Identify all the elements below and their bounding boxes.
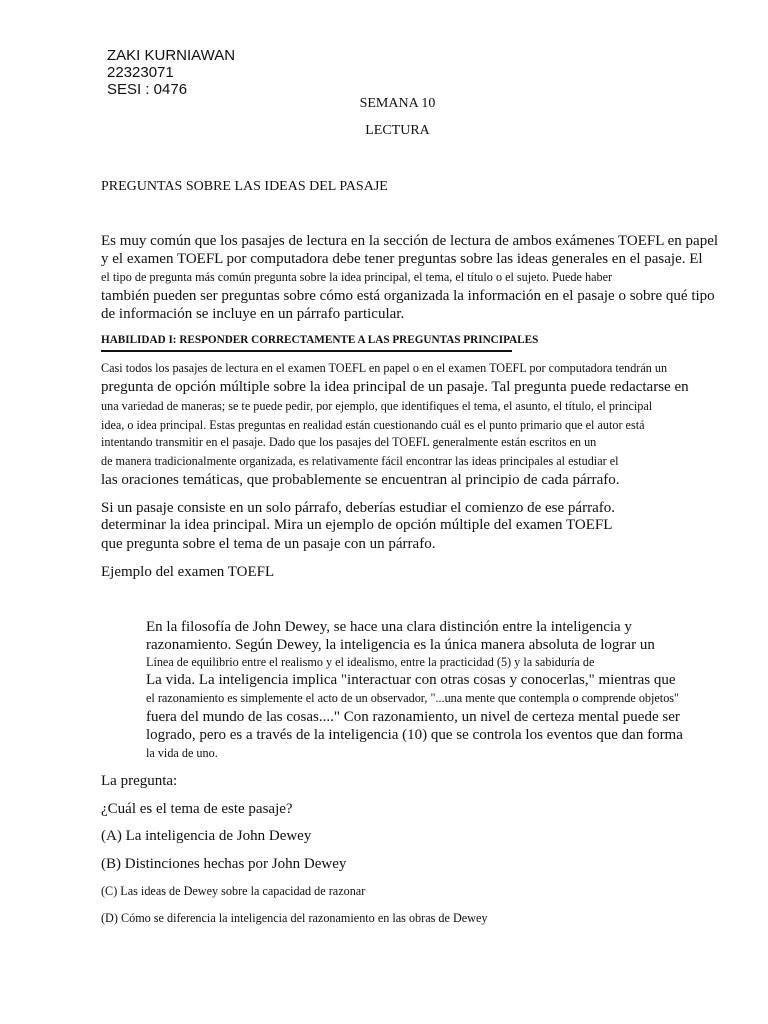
text-line: intentando transmitir en el pasaje. Dado que los pasajes del TOEFL generalmente están escritos en un	[101, 435, 597, 449]
text-line: En la filosofía de John Dewey, se hace una clara distinción entre la inteligencia y	[146, 619, 632, 635]
text-line: Es muy común que los pasajes de lectura en la sección de lectura de ambos exámenes TOEFL en papel	[101, 233, 719, 249]
text-line: que pregunta sobre el tema de un pasaje con un párrafo.	[101, 536, 436, 552]
text-line: pregunta de opción múltiple sobre la idea principal de un pasaje. Tal pregunta puede redactarse en	[101, 379, 689, 395]
topic-title: LECTURA	[365, 123, 430, 138]
skill-heading: HABILIDAD I: RESPONDER CORRECTAMENTE A LAS PREGUNTAS PRINCIPALES	[101, 334, 539, 346]
text-line: logrado, pero es a través de la inteligencia (10) que se controla los eventos que dan forma	[146, 727, 683, 743]
text-line: y el examen TOEFL por computadora debe tener preguntas sobre las ideas generales en el pasaje. El	[101, 251, 703, 267]
option-d: (D) Cómo se diferencia la inteligencia del razonamiento en las obras de Dewey	[101, 911, 488, 925]
text-line: también pueden ser preguntas sobre cómo está organizada la información en el pasaje o sobre qué tipo	[101, 288, 715, 304]
student-id: 22323071	[107, 64, 174, 81]
text-line: Casi todos los pasajes de lectura en el examen TOEFL en papel o en el examen TOEFL por computadora tendrán un	[101, 361, 668, 375]
text-line: determinar la idea principal. Mira un ejemplo de opción múltiple del examen TOEFL	[101, 517, 613, 533]
option-b: (B) Distinciones hechas por John Dewey	[101, 856, 347, 872]
text-line: La vida. La inteligencia implica "interactuar con otras cosas y conocerlas," mientras que	[146, 672, 676, 688]
question-label: La pregunta:	[101, 773, 178, 789]
text-line: de información se incluye en un párrafo particular.	[101, 306, 405, 322]
option-a: (A) La inteligencia de John Dewey	[101, 828, 312, 844]
text-line: las oraciones temáticas, que probablemente se encuentran al principio de cada párrafo.	[101, 472, 620, 488]
heading-underline	[101, 350, 512, 352]
text-line: el razonamiento es simplemente el acto de un observador, "...una mente que contempla o comprende objetos"	[146, 691, 680, 705]
text-line: la vida de uno.	[146, 746, 218, 760]
option-c: (C) Las ideas de Dewey sobre la capacidad de razonar	[101, 884, 366, 898]
text-line: idea, o idea principal. Estas preguntas en realidad están cuestionando cuál es el punto primario que el autor está	[101, 418, 645, 432]
text-line: fuera del mundo de las cosas...." Con razonamiento, un nivel de certeza mental puede ser	[146, 709, 680, 725]
text-line: una variedad de maneras; se te puede pedir, por ejemplo, que identifiques el tema, el asunto, el título, el principal	[101, 399, 653, 413]
text-line: de manera tradicionalmente organizada, es relativamente fácil encontrar las ideas principales al estudiar el	[101, 454, 619, 468]
session: SESI : 0476	[107, 81, 188, 98]
section-title: PREGUNTAS SOBRE LAS IDEAS DEL PASAJE	[101, 179, 388, 194]
text-line: Si un pasaje consiste en un solo párrafo, deberías estudiar el comienzo de ese párrafo.	[101, 500, 615, 516]
student-name: ZAKI KURNIAWAN	[107, 47, 236, 64]
text-line: razonamiento. Según Dewey, la inteligencia es la única manera absoluta de lograr un	[146, 637, 655, 653]
example-label: Ejemplo del examen TOEFL	[101, 564, 275, 580]
week-title: SEMANA 10	[359, 96, 436, 111]
question-text: ¿Cuál es el tema de este pasaje?	[101, 801, 293, 817]
text-line: Línea de equilibrio entre el realismo y el idealismo, entre la practicidad (5) y la sabiduría de	[146, 655, 595, 669]
text-line: el tipo de pregunta más común pregunta sobre la idea principal, el tema, el título o el sujeto. Puede haber	[101, 270, 613, 284]
